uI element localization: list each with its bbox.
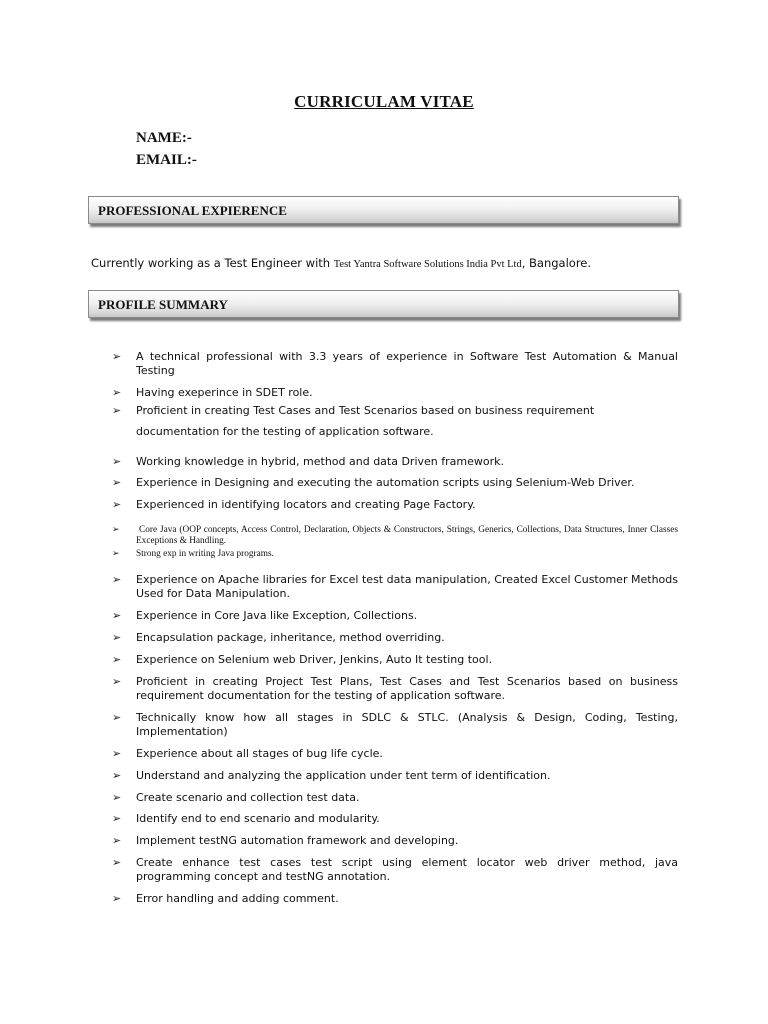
arrow-bullet-icon: ➢ [112,525,120,535]
list-item: ➢ Core Java (OOP concepts, Access Control, Declaration, Objects & Constructors, Strings, Generics, Collections, Data Structures, Inner Classes Exceptions & Handling. [112,525,678,546]
list-item: ➢ Experience on Apache libraries for Excel test data manipulation, Created Excel Customer Methods Used for Data Manipulation. [112,573,678,600]
section-profile-summary [88,290,679,318]
list-item: ➢ A technical professional with 3.3 years of experience in Software Test Automation & Manual Testing [112,350,678,377]
company-name: Test Yantra Software Solutions India Pvt Ltd [333,259,522,270]
arrow-bullet-icon: ➢ [112,476,122,489]
list-item: ➢ Experience on Selenium web Driver, Jenkins, Auto It testing tool. [112,653,493,666]
list-item: ➢ Understand and analyzing the application under tent term of identification. [112,769,551,782]
arrow-bullet-icon: ➢ [112,812,122,825]
section-title: PROFESSIONAL EXPIERENCE [98,203,287,218]
section-professional-experience [88,196,679,224]
list-item: ➢ Identify end to end scenario and modularity. [112,812,380,825]
list-item: ➢ Technically know how all stages in SDLC & STLC. (Analysis & Design, Coding, Testing, Implementation) [112,711,678,738]
arrow-bullet-icon: ➢ [112,609,122,622]
arrow-bullet-icon: ➢ [112,791,122,804]
name-label: NAME:- [136,130,192,146]
arrow-bullet-icon: ➢ [112,455,122,468]
arrow-bullet-icon: ➢ [112,386,122,399]
list-item: ➢ Error handling and adding comment. [112,892,339,905]
list-item: ➢ Experience about all stages of bug life cycle. [112,747,383,760]
arrow-bullet-icon: ➢ [112,834,122,847]
list-item: ➢ Proficient in creating Project Test Plans, Test Cases and Test Scenarios based on business requirement documentation for the testing of application software. [112,675,678,702]
list-item: ➢ Working knowledge in hybrid, method and data Driven framework. [112,455,504,468]
list-item: ➢ Encapsulation package, inheritance, method overriding. [112,631,445,644]
list-item: ➢ Create enhance test cases test script using element locator web driver method, java programming concept and testNG annotation. [112,856,678,883]
arrow-bullet-icon: ➢ [112,350,122,363]
intro-suffix: , Bangalore. [521,256,592,270]
arrow-bullet-icon: ➢ [112,892,122,905]
list-item-continuation: documentation for the testing of application software. [136,425,434,438]
list-item: ➢ Strong exp in writing Java programs. [112,549,274,559]
list-item: ➢ Proficient in creating Test Cases and Test Scenarios based on business requirement [112,404,595,417]
email-label: EMAIL:- [136,152,197,168]
section-title: PROFILE SUMMARY [98,297,228,312]
arrow-bullet-icon: ➢ [112,711,122,724]
intro-prefix: Currently working as a Test Engineer with [91,256,331,270]
list-item: ➢ Experienced in identifying locators and creating Page Factory. [112,498,476,511]
arrow-bullet-icon: ➢ [112,675,122,688]
list-item: ➢ Implement testNG automation framework and developing. [112,834,459,847]
arrow-bullet-icon: ➢ [112,631,122,644]
arrow-bullet-icon: ➢ [112,404,122,417]
arrow-bullet-icon: ➢ [112,747,122,760]
list-item: ➢ Experience in Designing and executing the automation scripts using Selenium-Web Driver. [112,476,635,489]
arrow-bullet-icon: ➢ [112,549,120,559]
document-title: CURRICULAM VITAE [294,92,474,111]
list-item: ➢ Create scenario and collection test data. [112,791,360,804]
arrow-bullet-icon: ➢ [112,498,122,511]
arrow-bullet-icon: ➢ [112,653,122,666]
experience-intro [91,256,591,270]
list-item: ➢ Having exeperince in SDET role. [112,386,313,399]
arrow-bullet-icon: ➢ [112,573,122,586]
arrow-bullet-icon: ➢ [112,856,122,869]
list-item: ➢ Experience in Core Java like Exception, Collections. [112,609,418,622]
arrow-bullet-icon: ➢ [112,769,122,782]
